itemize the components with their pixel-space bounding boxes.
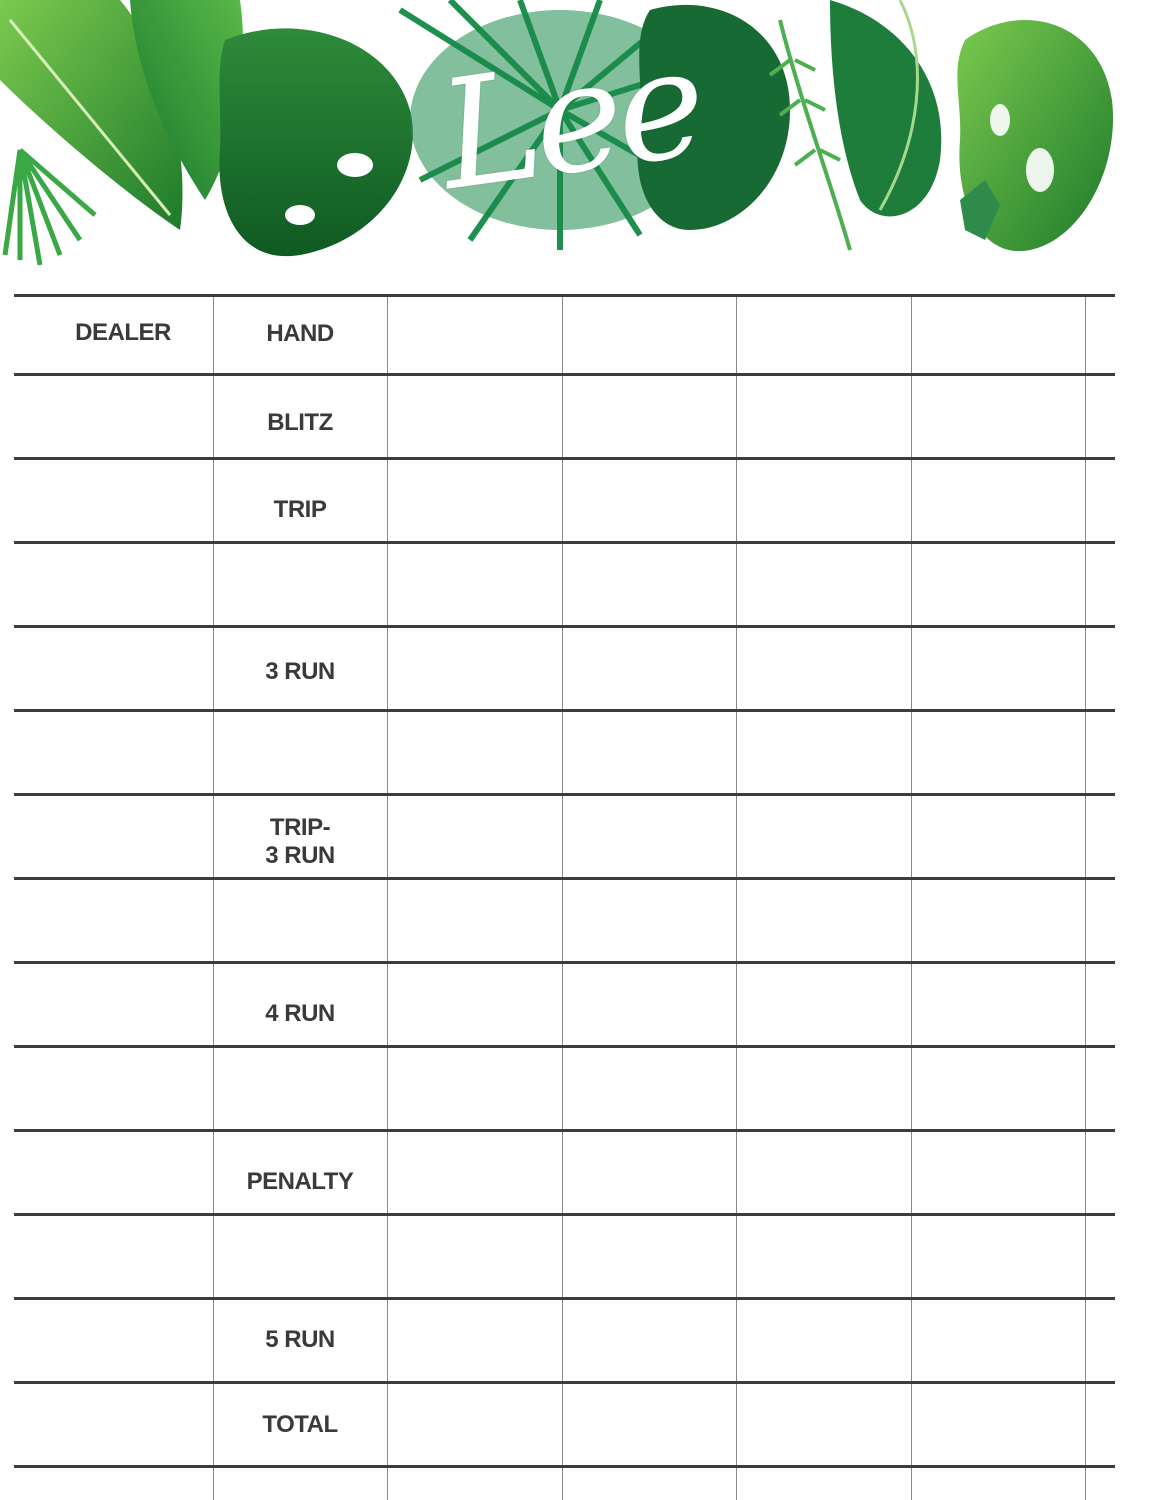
row-divider xyxy=(14,541,1115,544)
score-grid xyxy=(14,294,1115,1500)
column-divider xyxy=(213,294,214,1500)
row-divider xyxy=(14,1213,1115,1216)
row-divider xyxy=(14,709,1115,712)
row-label-blitz: BLITZ xyxy=(267,409,333,436)
row-divider xyxy=(14,793,1115,796)
column-divider xyxy=(387,294,388,1500)
row-label-hand: HAND xyxy=(266,320,334,347)
row-label-penalty: PENALTY xyxy=(246,1168,354,1195)
row-divider xyxy=(14,877,1115,880)
dealer-header: DEALER xyxy=(75,319,171,346)
column-divider xyxy=(911,294,912,1500)
row-label-trip: TRIP xyxy=(273,496,327,523)
column-divider xyxy=(562,294,563,1500)
row-divider xyxy=(14,1045,1115,1048)
row-divider xyxy=(14,625,1115,628)
row-divider xyxy=(14,1297,1115,1300)
row-divider xyxy=(14,1381,1115,1384)
fan-palm-icon xyxy=(5,150,95,265)
row-divider xyxy=(14,961,1115,964)
row-divider xyxy=(14,1129,1115,1132)
row-divider xyxy=(14,294,1115,297)
row-label-4-run: 4 RUN xyxy=(265,1000,335,1027)
player-name-title: Lee xyxy=(429,15,711,225)
column-divider xyxy=(1085,294,1086,1500)
row-label-trip-3-run: TRIP- 3 RUN xyxy=(265,814,335,869)
row-divider xyxy=(14,1465,1115,1468)
row-divider xyxy=(14,373,1115,376)
row-label-3-run: 3 RUN xyxy=(265,658,335,685)
row-label-5-run: 5 RUN xyxy=(265,1326,335,1353)
column-divider xyxy=(736,294,737,1500)
row-label-total: TOTAL xyxy=(262,1411,338,1438)
row-divider xyxy=(14,457,1115,460)
monstera-leaf-icon xyxy=(219,28,412,256)
